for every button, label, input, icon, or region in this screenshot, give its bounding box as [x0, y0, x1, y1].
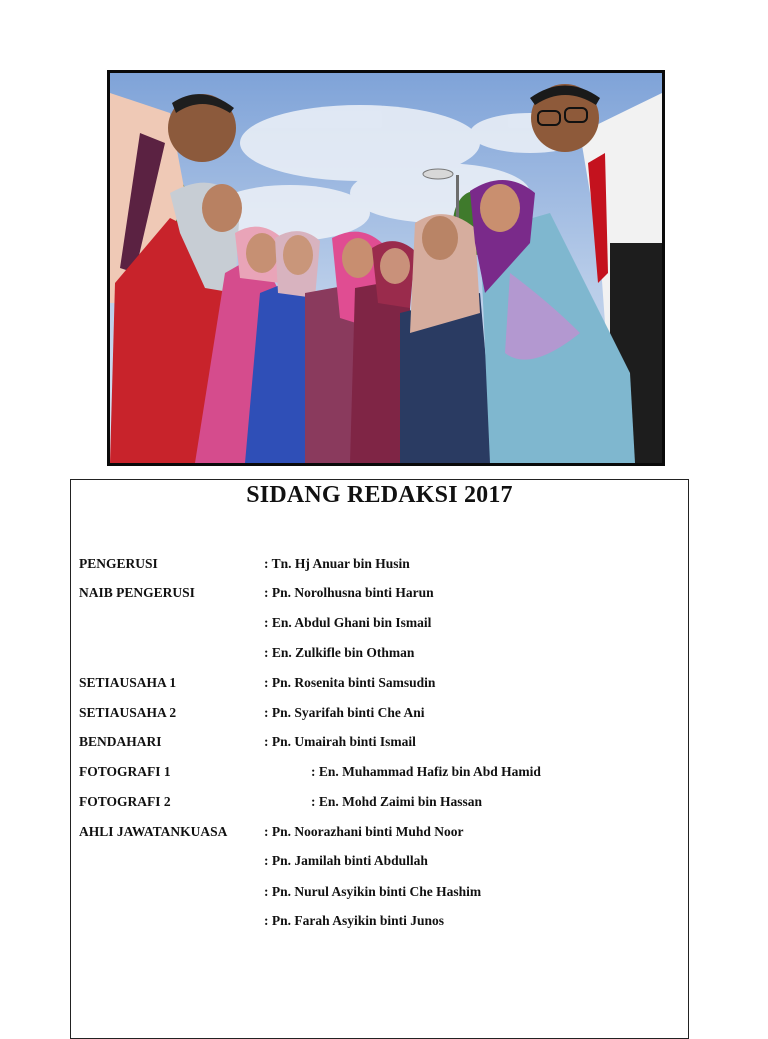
- committee-row: [79, 794, 679, 814]
- group-photo-illustration: [110, 73, 662, 463]
- committee-row: [79, 734, 679, 754]
- committee-row: [79, 615, 679, 635]
- committee-row: [79, 884, 679, 904]
- committee-name: : Pn. Umairah binti Ismail: [264, 734, 416, 749]
- committee-row: [79, 824, 679, 844]
- committee-row: [79, 556, 679, 576]
- committee-role: AHLI JAWATANKUASA: [79, 824, 228, 839]
- committee-role: FOTOGRAFI 2: [79, 794, 171, 809]
- committee-role: SETIAUSAHA 2: [79, 705, 177, 720]
- committee-name: : En. Abdul Ghani bin Ismail: [264, 615, 432, 630]
- committee-row: [79, 645, 679, 665]
- committee-name: : Pn. Farah Asyikin binti Junos: [264, 913, 445, 928]
- committee-role: BENDAHARI: [79, 734, 162, 749]
- committee-role: PENGERUSI: [79, 556, 158, 571]
- committee-name: : Tn. Hj Anuar bin Husin: [264, 556, 410, 571]
- committee-row: [79, 913, 679, 933]
- committee-name: : En. Mohd Zaimi bin Hassan: [311, 794, 483, 809]
- committee-name: : En. Muhammad Hafiz bin Abd Hamid: [311, 764, 541, 779]
- group-photo: [107, 70, 665, 466]
- committee-name: : Pn. Nurul Asyikin binti Che Hashim: [264, 884, 482, 899]
- committee-role: FOTOGRAFI 1: [79, 764, 171, 779]
- committee-title: SIDANG REDAKSI 2017: [246, 482, 513, 508]
- committee-name: : Pn. Jamilah binti Abdullah: [264, 853, 428, 868]
- committee-row: [79, 585, 679, 605]
- committee-role: NAIB PENGERUSI: [79, 585, 195, 600]
- committee-name: : En. Zulkifle bin Othman: [264, 645, 415, 660]
- committee-name: : Pn. Norolhusna binti Harun: [264, 585, 434, 600]
- committee-row: [79, 853, 679, 873]
- committee-name: : Pn. Syarifah binti Che Ani: [264, 705, 425, 720]
- committee-row: [79, 764, 679, 784]
- committee-name: : Pn. Rosenita binti Samsudin: [264, 675, 436, 690]
- committee-name: : Pn. Noorazhani binti Muhd Noor: [264, 824, 464, 839]
- committee-row: [79, 675, 679, 695]
- committee-role: SETIAUSAHA 1: [79, 675, 177, 690]
- committee-row: [79, 705, 679, 725]
